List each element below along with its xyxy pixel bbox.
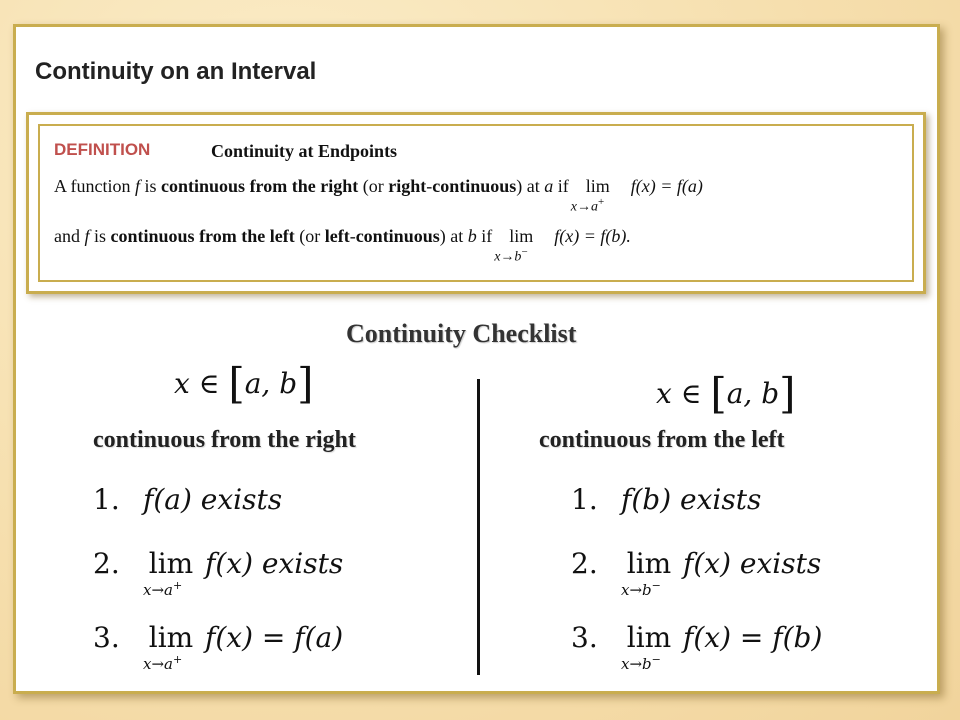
limit-direction: + (597, 196, 605, 208)
item-number: 2. (93, 547, 120, 580)
function-symbol: f (135, 176, 141, 196)
limit-direction: − (651, 579, 661, 592)
text: if (476, 226, 493, 246)
definition-inner-frame (38, 124, 914, 282)
function-symbol: f (84, 226, 90, 246)
item-text: f(x) exists (205, 547, 344, 580)
interval-endpoints: a, b (244, 367, 298, 400)
definition-right-line (54, 176, 703, 215)
column-divider (477, 379, 480, 675)
limit-direction: + (172, 653, 183, 666)
item-text: f(a) exists (143, 483, 283, 516)
checklist-left-item-3 (571, 621, 823, 673)
limit-expression (143, 547, 199, 599)
text: A function (54, 176, 135, 196)
lim-text: lim (626, 621, 672, 654)
term-right: right (388, 176, 427, 196)
limit-subscript (621, 579, 661, 599)
text: is (89, 226, 111, 246)
text: (or (294, 226, 325, 246)
element-of-symbol: ∈ (680, 377, 702, 410)
limit-approach: x→b (621, 655, 652, 673)
checklist-right-item-1 (93, 483, 282, 516)
limit-expression (621, 621, 677, 673)
limit-expression (143, 621, 199, 673)
left-bracket: [ (710, 369, 727, 418)
slide (13, 24, 940, 694)
limit-subscript (494, 246, 527, 266)
item-text: f(x) = f(a) (205, 621, 344, 654)
page-title: Continuity on an Interval (35, 58, 317, 85)
text: ) at (439, 226, 468, 246)
item-number: 2. (571, 547, 598, 580)
limit-subscript (143, 579, 182, 599)
limit-expression (621, 547, 677, 599)
limit-subscript (571, 196, 604, 216)
limit-expression (494, 226, 544, 265)
text: is (140, 176, 162, 196)
limit-subscript (143, 653, 182, 673)
heading-right-continuous: continuous from the right (93, 427, 356, 453)
term-continuous: continuous (432, 176, 517, 196)
text: and (54, 226, 85, 246)
lim-text: lim (148, 547, 194, 580)
term-left: left (324, 226, 350, 246)
limit-approach: x→a (143, 655, 173, 673)
lim-text: lim (585, 176, 610, 196)
interval-left-column (656, 369, 796, 418)
checklist-title: Continuity Checklist (346, 319, 577, 348)
limit-approach: x→b (621, 581, 652, 599)
element-of-symbol: ∈ (198, 367, 220, 400)
item-number: 3. (571, 621, 598, 654)
variable-x: x (174, 367, 190, 400)
term-right-continuous: continuous from the right (161, 176, 359, 196)
point-b: b (467, 226, 477, 246)
heading-left-continuous: continuous from the left (539, 427, 785, 453)
right-bracket: ] (779, 369, 796, 418)
checklist-right-item-2 (93, 547, 344, 599)
lim-text: lim (148, 621, 194, 654)
item-number: 1. (93, 483, 120, 516)
text: if (553, 176, 569, 196)
checklist-left-item-2 (571, 547, 822, 599)
text: - (349, 226, 356, 246)
interval-endpoints: a, b (726, 377, 780, 410)
item-text: f(b) exists (621, 483, 762, 516)
interval-right-column (174, 359, 314, 408)
lim-text: lim (626, 547, 672, 580)
definition-box (26, 112, 926, 294)
text: ) at (516, 176, 545, 196)
limit-equation: f(x) = f(a) (630, 176, 703, 196)
item-number: 1. (571, 483, 598, 516)
term-left-continuous: continuous from the left (110, 226, 295, 246)
limit-direction: − (651, 653, 661, 666)
definition-left-line (54, 226, 631, 265)
lim-text: lim (509, 226, 534, 246)
limit-approach: x→b (494, 249, 522, 265)
limit-approach: x→a (143, 581, 173, 599)
item-text: f(x) = f(b) (683, 621, 823, 654)
right-bracket: ] (297, 359, 314, 408)
limit-equation: f(x) = f(b). (554, 226, 631, 246)
limit-expression (570, 176, 621, 215)
term-continuous: continuous (355, 226, 440, 246)
item-text: f(x) exists (683, 547, 822, 580)
limit-direction: + (172, 579, 183, 592)
limit-subscript (621, 653, 661, 673)
limit-approach: x→a (570, 199, 598, 215)
text: - (426, 176, 433, 196)
item-number: 3. (93, 621, 120, 654)
definition-heading: Continuity at Endpoints (211, 141, 398, 161)
checklist-left-item-1 (571, 483, 761, 516)
left-bracket: [ (228, 359, 245, 408)
variable-x: x (656, 377, 672, 410)
point-a: a (544, 176, 554, 196)
definition-label: DEFINITION (54, 140, 151, 159)
checklist-right-item-3 (93, 621, 344, 673)
text: (or (358, 176, 389, 196)
limit-direction: − (521, 246, 528, 258)
